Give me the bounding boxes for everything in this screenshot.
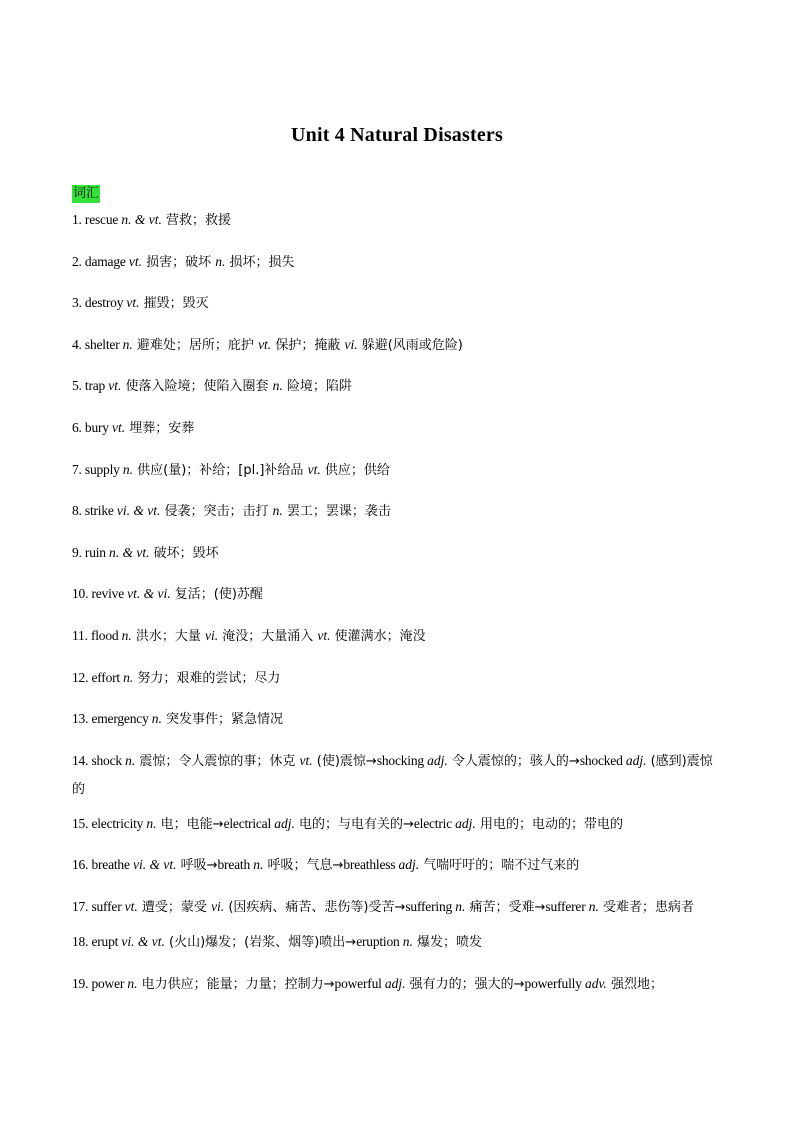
part-of-speech: n. xyxy=(121,627,132,643)
definition: 气喘吁吁的；喘不过气来的 xyxy=(419,858,580,874)
definition: (火山)爆发；(岩浆、烟等)喷出→ xyxy=(164,934,357,950)
part-of-speech: n. xyxy=(125,752,136,768)
vocab-word: 2. damage xyxy=(72,253,129,269)
part-of-speech: n. xyxy=(402,933,413,949)
vocab-word: 14. shock xyxy=(72,752,126,768)
part-of-speech: n. xyxy=(272,378,283,394)
part-of-speech: n. xyxy=(123,669,134,685)
part-of-speech: vt. xyxy=(299,752,313,768)
vocab-entry xyxy=(72,497,724,526)
part-of-speech: n. & vt. xyxy=(121,212,162,227)
part-of-speech: vt. xyxy=(258,336,272,352)
definition: 电；电能→ xyxy=(156,816,224,832)
part-of-speech: n. xyxy=(151,711,162,727)
vocab-word: 16. breathe xyxy=(72,857,133,873)
vocab-entry xyxy=(72,331,724,360)
vocab-entry xyxy=(72,747,724,804)
vocabulary-list xyxy=(72,206,724,1011)
part-of-speech: vt. xyxy=(126,295,140,311)
definition: 突发事件；紧急情况 xyxy=(161,712,284,728)
part-of-speech: adj. xyxy=(384,975,406,991)
vocab-entry xyxy=(72,622,724,651)
vocab-entry xyxy=(72,248,724,277)
definition: 躲避(风雨或危险) xyxy=(357,337,463,353)
vocab-entry xyxy=(72,539,724,568)
vocab-word: 5. trap xyxy=(72,378,109,394)
vocab-word: breath xyxy=(217,857,254,873)
definition: 保护；掩蔽 xyxy=(271,337,345,353)
definition: 呼吸→ xyxy=(176,858,218,874)
part-of-speech: vi. xyxy=(344,336,358,352)
vocab-word: 3. destroy xyxy=(72,295,127,311)
definition: 痛苦；受难→ xyxy=(465,899,546,915)
definition: 摧毁；毁灭 xyxy=(139,296,209,312)
vocab-word: electric xyxy=(413,815,456,831)
definition: 强有力的；强大的→ xyxy=(405,976,525,992)
definition: 使落入险境；使陷入圈套 xyxy=(121,379,273,395)
part-of-speech: n. xyxy=(272,503,283,519)
vocab-entry xyxy=(72,414,724,443)
vocab-word: 15. electricity xyxy=(72,815,147,831)
vocab-entry xyxy=(72,206,724,235)
part-of-speech: vt. xyxy=(307,461,321,477)
vocab-word: suffering xyxy=(405,898,456,914)
part-of-speech: vi. & vt. xyxy=(132,857,177,873)
part-of-speech: n. xyxy=(146,815,157,831)
vocab-word: shocked xyxy=(579,752,626,768)
definition: 险境；陷阱 xyxy=(282,379,352,395)
definition: 爆发；喷发 xyxy=(412,934,483,950)
vocab-word: eruption xyxy=(356,933,403,949)
vocab-word: 13. emergency xyxy=(72,711,152,727)
section-heading-vocabulary: 词汇 xyxy=(73,186,100,201)
part-of-speech: vi. xyxy=(211,898,225,914)
part-of-speech: n. & vt. xyxy=(109,544,150,560)
part-of-speech: vt. xyxy=(317,627,331,643)
part-of-speech: vt. xyxy=(124,898,138,914)
part-of-speech: adj. xyxy=(274,815,295,831)
vocab-word: electrical xyxy=(223,815,275,831)
definition: 呼吸；气息→ xyxy=(263,858,344,874)
definition: 震惊；令人震惊的事；休克 xyxy=(135,753,300,769)
vocab-entry xyxy=(72,928,724,957)
definition: 罢工；罢课；袭击 xyxy=(282,504,391,520)
part-of-speech: vt. xyxy=(128,253,142,269)
vocab-word: sufferer xyxy=(545,898,589,914)
vocab-word: 6. bury xyxy=(72,419,113,435)
vocab-word: 4. shelter xyxy=(72,336,123,352)
definition: 受难者；患病者 xyxy=(598,899,694,915)
definition: 电的；与电有关的→ xyxy=(294,816,414,832)
page-title: Unit 4 Natural Disasters xyxy=(290,124,503,146)
part-of-speech: vi. xyxy=(205,627,219,643)
definition: 破坏；毁坏 xyxy=(149,545,219,561)
vocab-word: 18. erupt xyxy=(72,933,122,949)
part-of-speech: vi. & vt. xyxy=(121,933,165,949)
vocab-word: 7. supply xyxy=(72,461,123,477)
vocab-word: 19. power xyxy=(72,975,128,991)
vocab-entry xyxy=(72,289,724,318)
vocab-entry xyxy=(72,705,724,734)
definition: 复活；(使)苏醒 xyxy=(170,587,263,603)
vocab-word: 1. rescue xyxy=(72,212,122,227)
definition: 侵袭；突击；击打 xyxy=(160,504,273,520)
part-of-speech: n. xyxy=(455,898,466,914)
vocab-word: 9. ruin xyxy=(72,544,110,560)
part-of-speech: n. xyxy=(588,898,599,914)
part-of-speech: adj. xyxy=(427,752,448,768)
part-of-speech: n. xyxy=(122,461,134,477)
vocab-word: 17. suffer xyxy=(72,898,125,914)
definition: 埋葬；安葬 xyxy=(125,420,195,436)
vocab-word: 10. revive xyxy=(72,586,128,602)
definition: 供应(量)；补给；[pl.]补给品 xyxy=(133,462,308,478)
part-of-speech: n. xyxy=(215,253,226,269)
part-of-speech: n. xyxy=(253,857,264,873)
part-of-speech: adv. xyxy=(584,975,607,991)
part-of-speech: vt. & vi. xyxy=(127,586,171,602)
vocab-entry xyxy=(72,851,724,880)
definition: 避难处；居所；庇护 xyxy=(132,337,259,353)
definition: 供应；供给 xyxy=(320,462,390,478)
part-of-speech: adj. xyxy=(625,752,647,768)
definition: 营救；救援 xyxy=(161,213,231,228)
vocab-entry xyxy=(72,580,724,609)
part-of-speech: n. xyxy=(122,336,133,352)
vocab-word: 12. effort xyxy=(72,669,124,685)
vocab-word: powerfully xyxy=(524,975,585,991)
vocab-entry xyxy=(72,893,724,922)
definition: 强烈地； xyxy=(606,976,663,992)
part-of-speech: adj. xyxy=(398,857,420,873)
definition: (因疾病、痛苦、悲伤等)受苦→ xyxy=(224,899,406,915)
definition: 电力供应；能量；力量；控制力→ xyxy=(137,976,335,992)
part-of-speech: n. xyxy=(127,975,138,991)
vocab-entry xyxy=(72,810,724,839)
part-of-speech: vt. xyxy=(108,378,122,394)
definition: 损坏；损失 xyxy=(225,254,295,270)
part-of-speech: adj. xyxy=(455,815,476,831)
definition: (感到)震惊的 xyxy=(72,753,713,797)
definition: 淹没；大量涌入 xyxy=(218,628,318,644)
vocab-word: breathless xyxy=(343,857,399,873)
definition: 用电的；电动的；带电的 xyxy=(475,816,623,832)
vocab-word: 8. strike xyxy=(72,503,117,519)
definition: 洪水；大量 xyxy=(131,628,206,644)
definition: 遭受；蒙受 xyxy=(137,899,212,915)
vocab-word: 11. flood xyxy=(72,627,122,643)
part-of-speech: vt. xyxy=(112,419,126,435)
definition: (使)震惊→ xyxy=(312,753,377,769)
definition: 令人震惊的；骇人的→ xyxy=(447,753,580,769)
vocab-entry xyxy=(72,456,724,485)
vocab-word: powerful xyxy=(334,975,385,991)
vocab-entry xyxy=(72,664,724,693)
vocab-word: shocking xyxy=(376,752,428,768)
vocab-entry xyxy=(72,372,724,401)
definition: 努力；艰难的尝试；尽力 xyxy=(133,670,281,686)
definition: 损害；破坏 xyxy=(141,254,216,270)
part-of-speech: vi. & vt. xyxy=(116,503,161,519)
vocab-entry xyxy=(72,970,724,999)
definition: 使灌满水；淹没 xyxy=(330,628,426,644)
